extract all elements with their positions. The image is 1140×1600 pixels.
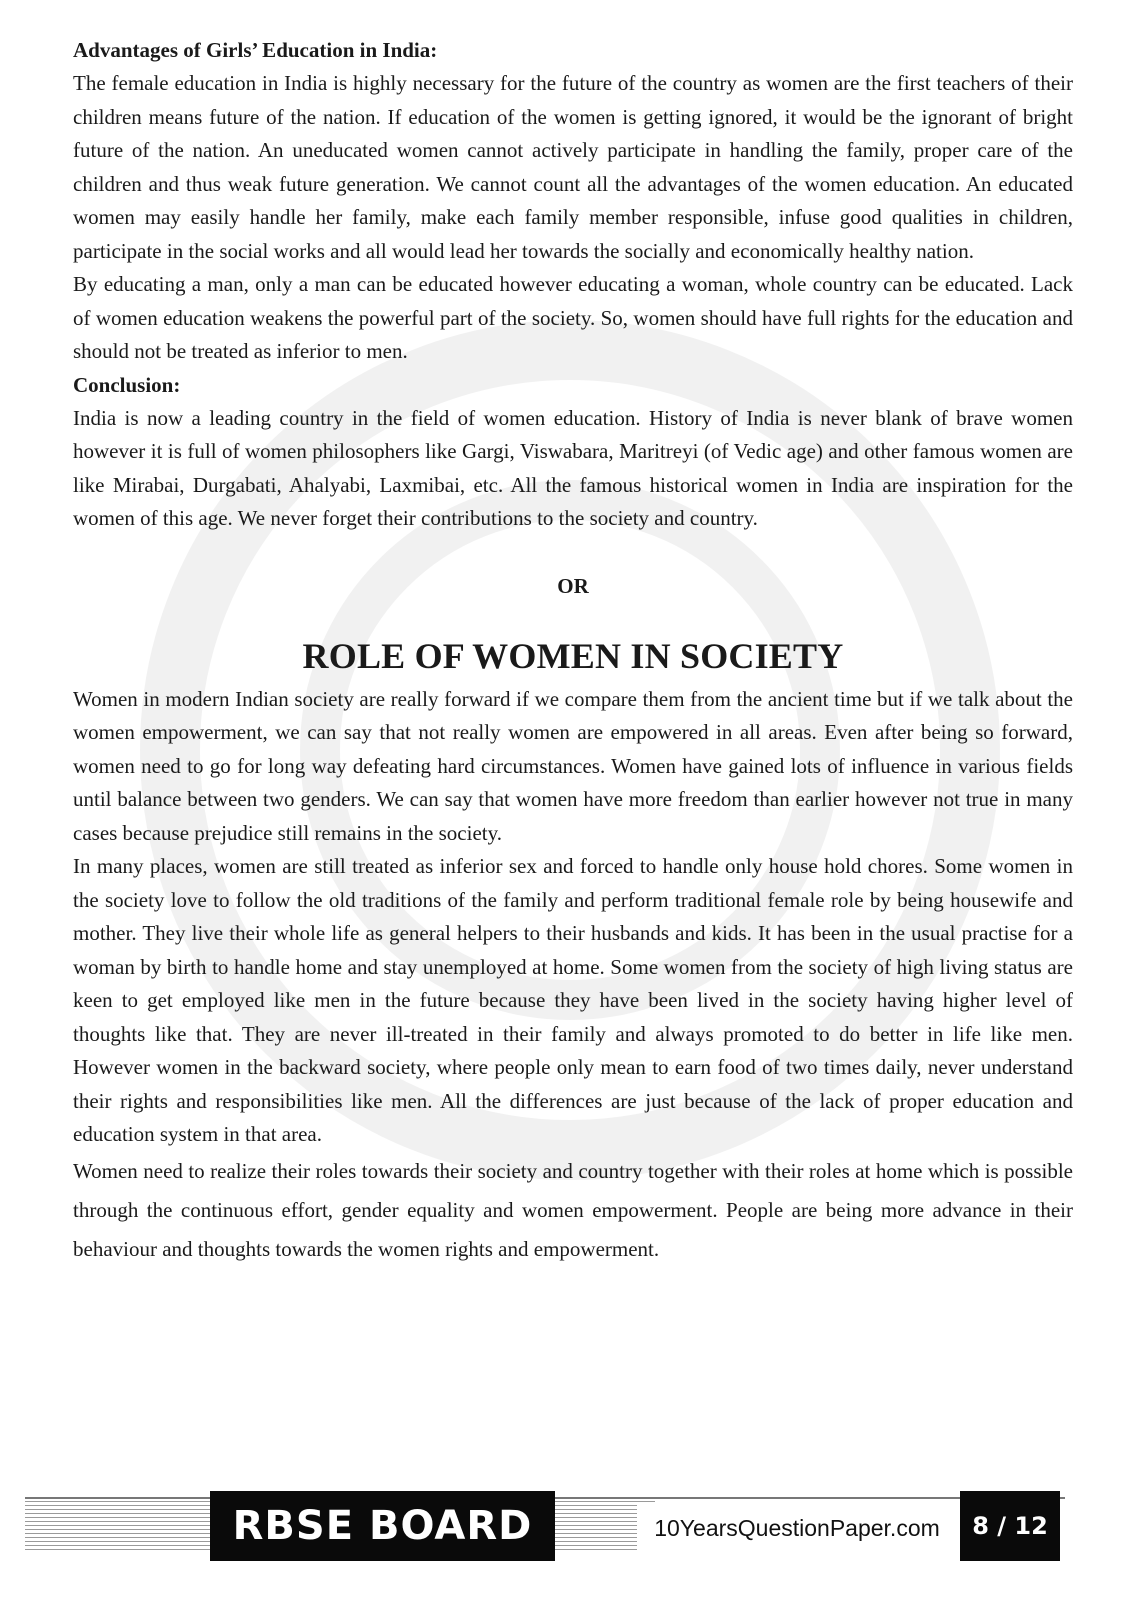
board-label: RBSE BOARD — [210, 1491, 555, 1561]
paragraph: By educating a man, only a man can be educated however educating a woman, whole country can be educated. Lack of women education weakens the powerful part of the society. So, women should have full rights for the education and should not be treated as inferior to men. — [73, 272, 1073, 363]
footer-stripes-left — [25, 1501, 210, 1553]
section-heading-advantages: Advantages of Girls’ Education in India: — [73, 38, 438, 62]
page-footer — [25, 1483, 1115, 1563]
paragraph: The female education in India is highly necessary for the future of the country as women are the first teachers of their children means future of the nation. If education of the women is getting ignored, it would be the ignorant of bright future of the nation. An uneducated women cannot actively participate in handling the family, proper care of the children and thus weak future generation. We cannot count all the advantages of the women education. An educated women may easily handle her family, make each family member responsible, infuse good qualities in children, participate in the social works and all would lead her towards the socially and economically healthy nation. — [73, 71, 1073, 263]
page-number: 8 / 12 — [960, 1491, 1060, 1561]
essay-title: ROLE OF WOMEN IN SOCIETY — [302, 635, 844, 676]
site-name: 10YearsQuestionPaper.com — [637, 1503, 957, 1553]
or-divider: OR — [557, 573, 589, 598]
paragraph: India is now a leading country in the field of women education. History of India is never blank of brave women however it is full of women philosophers like Gargi, Viswabara, Maritreyi (of Vedic age) and other famous women are like Mirabai, Durgabati, Ahalyabi, Laxmibai, etc. All the famous historical women in India are inspiration for the women of this age. We never forget their contributions to the society and country. — [73, 405, 1073, 530]
section-heading-conclusion: Conclusion: — [73, 372, 181, 397]
paragraph: Women need to realize their roles towards their society and country together with their roles at home which is possible through the continuous effort, gender equality and women empowerment. People are being more advance in their behaviour and thoughts towards the women rights and empowerment. — [73, 1158, 1073, 1261]
paragraph: In many places, women are still treated as inferior sex and forced to handle only house hold chores. Some women in the society love to follow the old traditions of the family and perform traditional female role by being housewife and mother. They live their whole life as general helpers to their husbands and kids. It has been in the usual practise for a woman by birth to handle home and stay unemployed at home. Some women from the society of high living status are keen to get employed like men in the future because they have been lived in the society having higher level of thoughts like that. They are never ill-treated in their family and always promoted to do better in life like men. However women in the backward society, where people only mean to earn food of two times daily, never understand their rights and responsibilities like men. All the differences are just because of the lack of proper education and education system in that area. — [73, 854, 1073, 1146]
content — [73, 34, 1073, 1269]
paragraph: Women in modern Indian society are really forward if we compare them from the ancient time but if we talk about the women empowerment, we can say that not really women are empowered in all areas. Even after being so forward, women need to go for long way defeating hard circumstances. Women have gained lots of influence in various fields until balance between two genders. We can say that women have more freedom than earlier however not true in many cases because prejudice still remains in the society. — [73, 686, 1073, 845]
